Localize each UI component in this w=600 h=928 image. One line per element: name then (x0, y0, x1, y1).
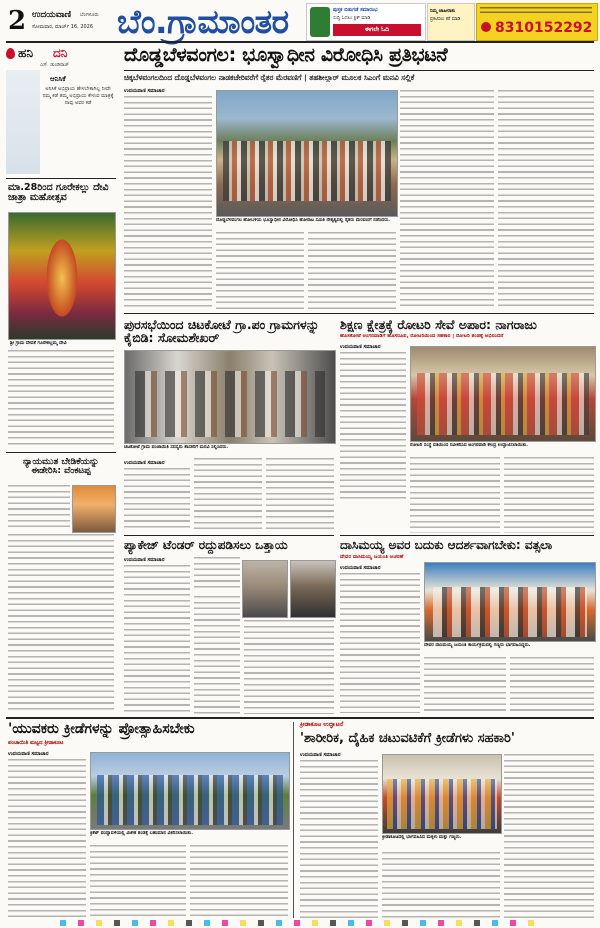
issue-date: ಸೋಮವಾರ, ಮಾರ್ಚ್ 16, 2026 (32, 24, 94, 30)
ad-fill (480, 7, 592, 16)
package-body (194, 557, 240, 591)
sports-left-headline: 'ಯುವಕರು ಕ್ರೀಡೆಗಳನ್ನು ಪ್ರೋತ್ಸಾಹಿಸಬೇಕು (8, 721, 195, 737)
rotary-headline: ಶಿಕ್ಷಣ ಕ್ಷೇತ್ರಕ್ಕೆ ರೋಟರಿ ಸೇವೆ ಅಪಾರ: ನಾಗರಾಜು (340, 317, 537, 332)
purasabhe-body (266, 458, 334, 532)
paper-name: ಉದಯವಾಣಿ (32, 10, 72, 20)
photo-children (387, 779, 497, 829)
sports-right-byline: ಉದಯವಾಣಿ ಸಮಾಚಾರ (300, 752, 341, 758)
story-body (8, 485, 70, 529)
purasabhe-byline: ಉದಯವಾಣಿ ಸಮಾಚಾರ (124, 460, 165, 466)
purasabhe-photo (124, 350, 336, 444)
rotary-body (340, 352, 406, 500)
lead-photo-caption: ದೊಡ್ಡಬೆಳವಂಗಲ ಹೋಬಳಿಯ ಭೂಸ್ವಾಧೀನ ವಿರೋಧಿಸಿ ಹೋರಾಟ ಸಮಿತಿ ನೇತೃತ್ವದಲ್ಲಿ ರೈತರು ಮೆರವಣಿಗೆ ನಡೆಸಿದರು. (216, 218, 391, 223)
lead-body (498, 90, 594, 310)
sports-right-photo-caption: ಕ್ರೀಡಾಕೂಟದಲ್ಲಿ ಭಾಗವಹಿಸಿದ ಮಕ್ಕಳು ಮತ್ತು ಗಣ್ಯರು. (382, 835, 462, 840)
drop-icon (6, 48, 15, 59)
phone-icon (481, 22, 491, 32)
sports-right-body (300, 760, 378, 918)
package-body (124, 565, 190, 713)
package-body (194, 596, 240, 714)
lead-body (400, 90, 494, 310)
story-body (8, 534, 114, 710)
rotary-subhead: ಹೊಸಕೋಟೆ ಅಂಗನವಾಡಿಗೆ ಹೊಸರೂಪ, ರೋಟರಿಯಿಂದ ಸಹಕಾರ | ರೋಟರಿ ತಂಡಕ್ಕೆ ಅಭಿನಂದನೆ (340, 334, 504, 339)
dasimayya-photo (424, 562, 596, 642)
advertisement-contact (476, 3, 598, 41)
page-number: 2 (8, 6, 27, 36)
rotary-photo-caption: ರೋಟರಿ ಸಂಸ್ಥೆ ವತಿಯಿಂದ ನವೀಕರಿಸಿದ ಅಂಗನವಾಡಿ ಕೇಂದ್ರ ಉದ್ಘಾಟಿಸಲಾಯಿತು. (410, 443, 528, 448)
bottom-rule (6, 717, 594, 719)
rotary-photo (410, 346, 596, 442)
package-body (244, 620, 334, 714)
photo-figure (44, 233, 80, 323)
purasabhe-body (194, 458, 262, 532)
column-rule (6, 452, 116, 453)
lead-photo (216, 90, 398, 217)
registration-marks (60, 920, 540, 926)
photo-dignitaries (433, 587, 587, 637)
sports-right-body (504, 754, 594, 918)
lead-subhead: ಚಿಕ್ಕಬೆಳವಂಗಲದಿಂದ ದೊಡ್ಡಬೆಳವಂಗಲ ನಾಡಕಚೇರಿವರೆಗೆ ರೈತರ ಮೆರವಣಿಗೆ | ತಹಶೀಲ್ದಾರ್ ಮೂಲಕ ಸಿಎಂಗೆ ಮನವಿ ಸಲ್ಲಿಕೆ (124, 74, 415, 82)
dasimayya-byline: ಉದಯವಾಣಿ ಸಮಾಚಾರ (340, 565, 381, 571)
ad-banner: ಈಗಲೇ ಓದಿ (333, 24, 421, 36)
sports-left-byline: ಉದಯವಾಣಿ ಸಮಾಚಾರ (8, 751, 49, 757)
sports-left-photo (90, 752, 290, 830)
advertisement-small (427, 3, 475, 41)
photo-team (97, 775, 283, 825)
rotary-body (410, 457, 500, 533)
portrait-photo (72, 485, 116, 533)
lead-headline: ದೊಡ್ಡಬೆಳವಂಗಲ: ಭೂಸ್ವಾಧೀನ ವಿರೋಧಿಸಿ ಪ್ರತಿಭಟನೆ (124, 44, 448, 66)
sports-right-photo (382, 754, 502, 834)
purasabhe-headline: ಪುರಸಭೆಯಿಂದ ಚಿಟಕೋಟೆ ಗ್ರಾ.ಪಂ ಗ್ರಾಮಗಳನ್ನು ಕೈಬಿಡಿ: ಸೋಮಶೇಖರ್ (124, 317, 320, 346)
event-headline: ಮಾ.28ರಿಂದ ಗೂರೇಕಲ್ಲು ದೇವಿ ಜಾತ್ರಾ ಮಹೋತ್ಸವ (8, 182, 109, 203)
phone-graphic (310, 7, 330, 37)
lead-byline: ಉದಯವಾಣಿ ಸಮಾಚಾರ (124, 88, 165, 94)
ad-fill (430, 24, 470, 36)
package-byline: ಉದಯವಾಣಿ ಸಮಾಚಾರ (124, 557, 165, 563)
edition-label: ಬೆಂಗಳೂರು (80, 12, 99, 18)
dasimayya-photo-caption: ದೇವರ ದಾಸಿಮಯ್ಯ ಜಯಂತಿ ಕಾರ್ಯಕ್ರಮದಲ್ಲಿ ಗಣ್ಯರು ಭಾಗವಹಿಸಿದ್ದರು. (424, 643, 531, 648)
story-headline: ನ್ಯಾಯಮುತ ಬೇಡಿಕೆಯನ್ನು ಈಡೇರಿಸಿ: ವೆಂಕಟಪ್ಪ (23, 457, 99, 477)
section-title: ಬೆಂ.ಗ್ರಾಮಾಂತರ (117, 2, 289, 41)
poem-title: ಆನಿಸಿಕೆ (50, 75, 66, 83)
sports-left-body (190, 845, 288, 919)
lead-rule (124, 70, 594, 71)
brand-part-b: ದನಿ (53, 46, 68, 60)
dasimayya-body (510, 657, 594, 713)
photo-crowd (223, 141, 391, 201)
purasabhe-body (124, 468, 190, 532)
rotary-byline: ಉದಯವಾಣಿ ಸಮಾಚಾರ (340, 344, 381, 350)
ad-line: ನಿಮ್ಮ ಜಾಹೀರಾತು (430, 9, 456, 14)
purasabhe-photo-caption: ಚಿಟಕೋಟೆ ಗ್ರಾಮ ಪಂಚಾಯಿತಿ ಸದಸ್ಯರು ಶಾಸಕರಿಗೆ ಮನವಿ ಸಲ್ಲಿಸಿದರು. (124, 445, 229, 450)
column-rule (6, 178, 116, 179)
sports-left-body (90, 845, 186, 919)
photo-people (135, 371, 325, 437)
dasimayya-subhead: ದೇವರ ದಾಸಿಮಯ್ಯ ಜಯಂತಿ ಆಚರಣೆ (340, 554, 404, 560)
rotary-body (504, 457, 594, 533)
brand-part-a: ಹನಿ (18, 46, 33, 60)
event-body (8, 350, 114, 448)
sports-right-headline: 'ಶಾರೀರಿಕ, ದೈಹಿಕ ಚಟುವಟಿಕೆಗೆ ಕ್ರೀಡೆಗಳು ಸಹಕಾರಿ' (300, 731, 515, 746)
goddess-photo-caption: ಶ್ರೀ ಗ್ರಾಮ ದೇವತೆ ಗೂರೇಕಲ್ಲಮ್ಮ ದೇವಿ (10, 341, 67, 346)
dasimayya-body (424, 657, 506, 713)
section-rule (124, 313, 594, 314)
sports-left-subhead: ಪಂಚಾಯಿತಿ ಮಟ್ಟದ ಕ್ರೀಡಾಕೂಟ (8, 740, 64, 746)
photo-group (417, 373, 589, 435)
lead-body (124, 96, 212, 310)
column-brand (6, 46, 116, 60)
column-author: ಎಸ್. ಡುಂಡಿರಾಜ್ (40, 63, 69, 68)
poem-text: ಅನಿಸಿಕೆ ಅಭಿಪ್ರಾಯ ಹೇಳಬೇಕಾಗಿಲ್ಲ ನೀವೇ ನಮ್ಮ ಕಡೆ ತಮ್ಮ ಅಭಿಪ್ರಾಯ ಕೇಳುವ ಮಾತ್ರಕ್ಕೆ ನಾವು ಅವರ ಕಡೆ (42, 86, 114, 106)
ad-line: ಸುದ್ದಿ ಓದಲು ಕ್ಲಿಕ್ ಮಾಡಿ (333, 16, 371, 21)
package-headline: ಪ್ಯಾಕೇಜ್ ಟೆಂಡರ್ ರದ್ದುಪಡಿಸಲು ಒತ್ತಾಯ (124, 538, 288, 552)
lead-body (216, 232, 304, 310)
package-portrait-1 (242, 560, 288, 618)
phone-number: 8310152292 (495, 20, 593, 36)
column-divider (293, 722, 294, 918)
ad-line: ಪ್ರಕಟಿಸಲು ಕರೆ ಮಾಡಿ (430, 17, 461, 22)
sports-right-body (382, 852, 500, 918)
sports-left-body (8, 759, 86, 919)
poem-illustration (6, 70, 40, 174)
package-portrait-2 (290, 560, 336, 618)
sports-left-photo-caption: ಕ್ರಿಕೆಟ್ ಪಂದ್ಯಾವಳಿಯಲ್ಲಿ ವಿಜೇತ ತಂಡಕ್ಕೆ ಬಹುಮಾನ ವಿತರಿಸಲಾಯಿತು. (90, 831, 193, 836)
sports-right-kicker: ಕ್ರೀಡಾಕೂಟ ಉದ್ಘಾಟನೆ (300, 721, 344, 728)
lead-body (308, 232, 396, 310)
section-rule (340, 535, 594, 536)
advertisement-app (306, 3, 426, 41)
ad-line: ಪುಸ್ತಕ ಬಿಡುಗಡೆ ಸಮಾರಂಭ (333, 7, 378, 13)
dasimayya-headline: ದಾಸಿಮಯ್ಯ ಅವರ ಬದುಕು ಆದರ್ಶವಾಗಬೇಕು: ವತ್ಸಲಾ (340, 538, 553, 552)
section-rule (124, 535, 334, 536)
dasimayya-body (340, 573, 420, 713)
goddess-photo (8, 212, 116, 340)
masthead-rule (6, 41, 594, 43)
